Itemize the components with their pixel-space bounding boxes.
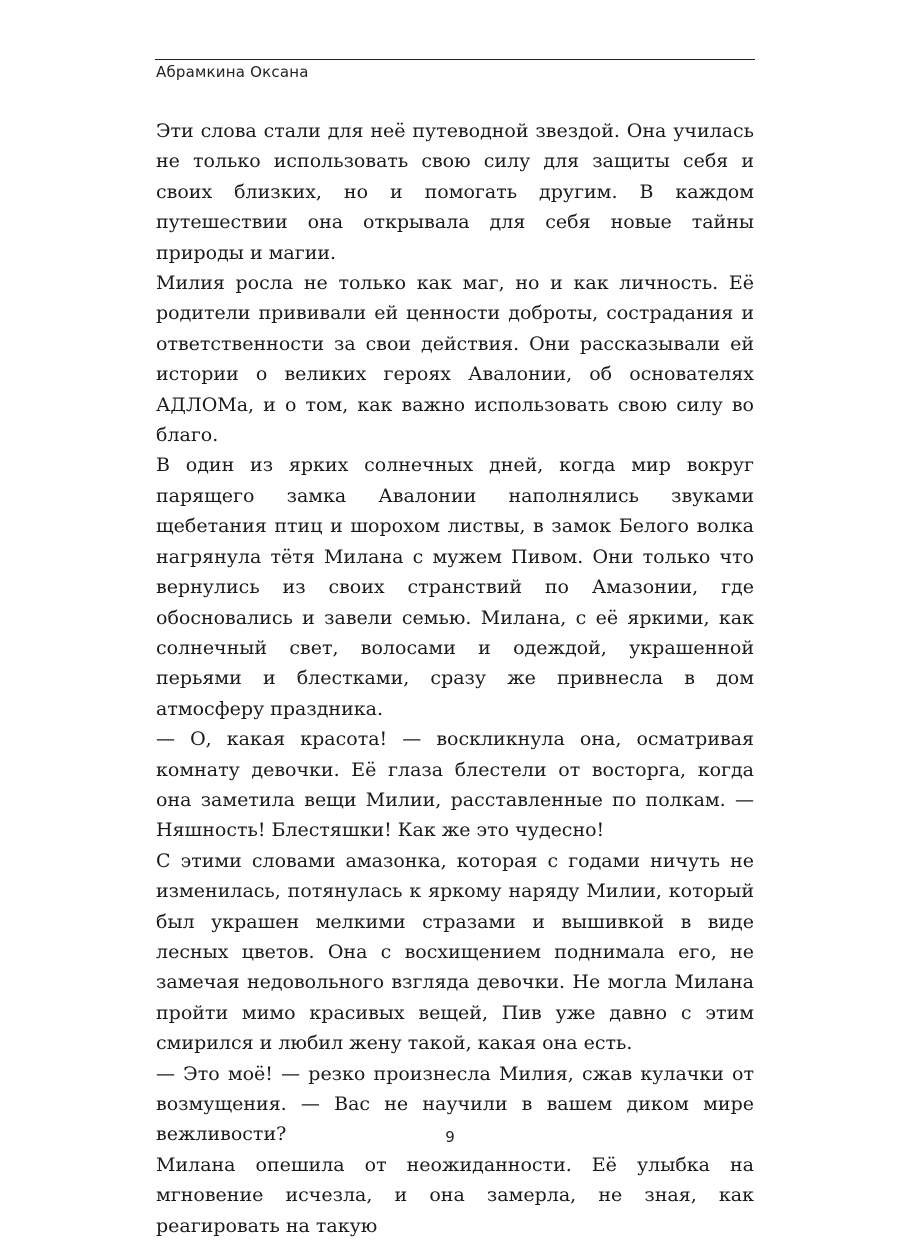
paragraph-1: Эти слова стали для неё путеводной звездой. Она училась не только использовать свою силу для защиты себя и своих близких, но и помогать другим. В каждом путешествии она открывала для себя новые тайны природы и магии. [156,120,754,264]
page-number: 9 [445,1128,455,1146]
paragraph-6-dialogue: — Это моё! — резко произнесла Милия, сжав кулачки от возмущения. — Вас не научили в вашем диком мире вежливости? [156,1062,754,1146]
paragraph-7: Милана опешила от неожиданности. Её улыбка на мгновение исчезла, и она замерла, не зная, как реагировать на такую [156,1153,754,1237]
running-head-author: Абрамкина Оксана [156,63,309,81]
header-rule [155,59,755,60]
body-text [156,116,754,1241]
paragraph-4-dialogue: — О, какая красота! — воскликнула она, осматривая комнату девочки. Её глаза блестели от восторга, когда она заметила вещи Милии, расставленные по полкам. — Няшность! Блестяшки! Как же это чудесно! [156,728,754,842]
paragraph-5: С этими словами амазонка, которая с годами ничуть не изменилась, потянулась к яркому наряду Милии, который был украшен мелкими стразами и вышивкой в виде лесных цветов. Она с восхищением поднимала его, не замечая недовольного взгляда девочки. Не могла Милана пройти мимо красивых вещей, Пив уже давно с этим смирился и любил жену такой, какая она есть. [156,849,754,1055]
paragraph-3: В один из ярких солнечных дней, когда мир вокруг парящего замка Авалонии наполнялись звуками щебетания птиц и шорохом листвы, в замок Белого волка нагрянула тётя Милана с мужем Пивом. Они только что вернулись из своих странствий по Амазонии, где обосновались и завели семью. Милана, с её яркими, как солнечный свет, волосами и одеждой, украшенной перьями и блестками, сразу же привнесла в дом атмосферу праздника. [156,454,754,720]
paragraph-2: Милия росла не только как маг, но и как личность. Её родители прививали ей ценности доброты, сострадания и ответственности за свои действия. Они рассказывали ей истории о великих героях Авалонии, об основателях АДЛОМа, и о том, как важно использовать свою силу во благо. [156,272,754,447]
